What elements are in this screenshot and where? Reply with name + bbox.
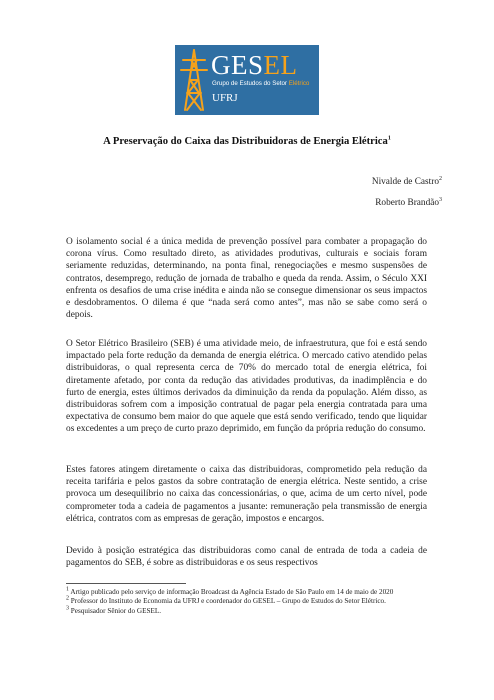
logo-name: GESEL [211, 50, 298, 80]
author-name: Nivalde de Castro$^2$ [371, 175, 442, 187]
author-name: Roberto Brandão$^3$ [375, 196, 442, 208]
footnote: $^3$ Pesquisador Sênior do GESEL. [66, 605, 162, 615]
footnote-ref: 3 [439, 196, 442, 203]
body-paragraph: Devido à posição estratégica das distribuidoras como canal de entrada de toda a cadeia de pagamentos do SEB, é sobre as distribuidoras e os seus respectivos [66, 546, 427, 569]
footnotes [66, 588, 427, 616]
footnote-divider [66, 583, 186, 584]
footnote-ref: 1 [387, 135, 391, 142]
logo-subtitle: Grupo de Estudos do Setor Elétrico [212, 80, 310, 87]
body-paragraph: O isolamento social é a única medida de prevenção possível para combater a propagação do corona vírus. Como resultado direto, as atividades produtivas, culturais e sociais foram seriamente reduzidas, determinando, na ponta final, renegociações e mesmo suspensões de contratos, desemprego, redução de jornada de trabalho e queda da renda. Assim, o Século XXI enfrenta os desafios de uma crise inédita e ainda não se consegue dimensionar os seus impactos e desdobramentos. O dilema é que “nada será como antes”, mas não se sabe como será o depois. [66, 237, 427, 321]
document-title: A Preservação do Caixa das Distribuidoras de Energia Elétrica$^1$ [103, 135, 391, 147]
body-paragraph: O Setor Elétrico Brasileiro (SEB) é uma atividade meio, de infraestrutura, que foi e está sendo impactado pela forte redução da demanda de energia elétrica. O mercado cativo atendido pelas distribuidoras, o qual representa cerca de 70% do mercado total de energia elétrica, foi diretamente afetado, por conta da redução das atividades produtivas, da inadimplência e do furto de energia, estes últimos derivados da diminuição da renda da população. Além disso, as distribuidoras sofrem com a imposição contratual de pagar pela energia contratada para uma expectativa de consumo bem maior do que aquele que está sendo verificado, tendo que liquidar os excedentes a um preço de curto prazo deprimido, em função da própria redução do consumo. [66, 339, 427, 435]
footnote-ref: 2 [439, 175, 442, 182]
body-paragraph: Estes fatores atingem diretamente o caixa das distribuidoras, comprometido pela redução da receita tarifária e pelos gastos da sobre contratação de energia elétrica. Neste sentido, a crise provoca um desequilíbrio no caixa das concessionárias, o que, acima de um certo nível, pode comprometer toda a cadeia de pagamentos a jusante: remuneração pela transmissão de energia elétrica, contratos com as empresas de geração, impostos e encargos. [66, 465, 427, 524]
logo-university: UFRJ [212, 92, 238, 104]
transmission-tower-icon [179, 48, 209, 112]
footnote: $^1$ Artigo publicado pelo serviço de informação Broadcast da Agência Estado de São Paulo em 14 de maio de 2020 [66, 586, 394, 596]
footnote: $^2$ Professor do Instituto de Economia da UFRJ e coordenador do GESEL – Grupo de Estudos do Setor Elétrico. [66, 595, 386, 606]
gesel-logo-banner [175, 45, 319, 115]
